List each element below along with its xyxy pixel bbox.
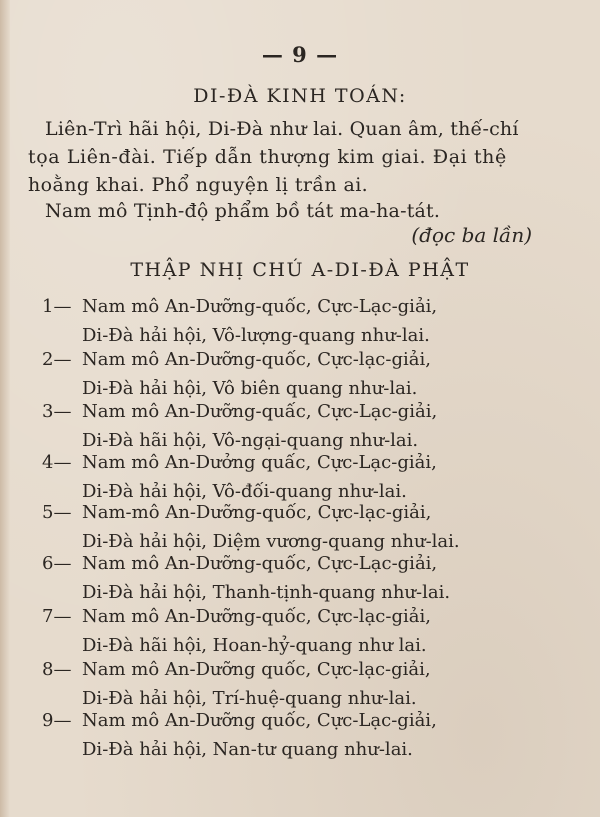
invocation-line: Nam mô An-Dưỡng-quốc, Cực-Lạc-giải,	[82, 296, 438, 317]
invocation-line: Di-Đà hải hội, Vô biên quang như-lai.	[82, 378, 418, 399]
invocation-number: 4—	[42, 452, 72, 473]
page-number: — 9 —	[261, 42, 339, 67]
section-heading-kinh-toan: DI-ĐÀ KINH TOÁN:	[193, 85, 407, 107]
invocation-line: Nam mô An-Dưởng quấc, Cực-Lạc-giải,	[82, 452, 437, 473]
invocation-line: Di-Đà hải hội, Trí-huệ-quang như-lai.	[82, 688, 417, 709]
invocation-line: Nam mô An-Dưỡng-quốc, Cực-lạc-giải,	[82, 606, 431, 627]
section-heading-thap-nhi-chu: THẬP NHỊ CHÚ A-DI-ĐÀ PHẬT	[130, 259, 470, 281]
paragraph-line: tọa Liên-đài. Tiếp dẫn thượng kim giai. Đại thệ	[28, 146, 507, 168]
invocation-number: 2—	[42, 349, 72, 370]
invocation-line: Nam mô An-Dưỡng-quấc, Cực-Lạc-giải,	[82, 401, 438, 422]
invocation-number: 3—	[42, 401, 72, 422]
invocation-number: 8—	[42, 659, 72, 680]
invocation-line: Di-Đà hãi hội, Vô-ngại-quang như-lai.	[82, 430, 419, 451]
invocation-line: Di-Đà hải hội, Nan-tư quang như-lai.	[82, 739, 413, 760]
invocation-number: 1—	[42, 296, 72, 317]
invocation-line: Di-Đà hải hội, Thanh-tịnh-quang như-lai.	[82, 582, 451, 603]
invocation-number: 5—	[42, 502, 72, 523]
invocation-line: Nam mô An-Dưỡng-quốc, Cực-lạc-giải,	[82, 349, 431, 370]
invocation-line: Di-Đà hải hội, Vô-đối-quang như-lai.	[82, 481, 407, 502]
invocation-line: Nam mô An-Dưỡng quốc, Cực-Lạc-giải,	[82, 710, 437, 731]
invocation-number: 6—	[42, 553, 72, 574]
page-binding-edge	[0, 0, 10, 817]
invocation-line: Nam mô An-Dưỡng quốc, Cực-lạc-giải,	[82, 659, 431, 680]
invocation-line: Di-Đà hải hội, Diệm vương-quang như-lai.	[82, 531, 460, 552]
invocation-line: Di-Đà hải hội, Vô-lượng-quang như-lai.	[82, 325, 430, 346]
invocation-line: Di-Đà hãi hội, Hoan-hỷ-quang như lai.	[82, 635, 427, 656]
invocation-line: Nam mô An-Dưỡng-quốc, Cực-Lạc-giải,	[82, 553, 438, 574]
paragraph-line: hoằng khai. Phổ nguyện lị trần ai.	[28, 174, 369, 196]
paragraph-line: Nam mô Tịnh-độ phẩm bồ tát ma-ha-tát.	[45, 200, 441, 222]
recite-note: (đọc ba lần)	[411, 223, 532, 247]
invocation-line: Nam-mô An-Dưỡng-quốc, Cực-lạc-giải,	[82, 502, 432, 523]
invocation-number: 7—	[42, 606, 72, 627]
invocation-number: 9—	[42, 710, 72, 731]
paragraph-line: Liên-Trì hãi hội, Di-Đà như lai. Quan âm, thế-chí	[45, 118, 519, 140]
